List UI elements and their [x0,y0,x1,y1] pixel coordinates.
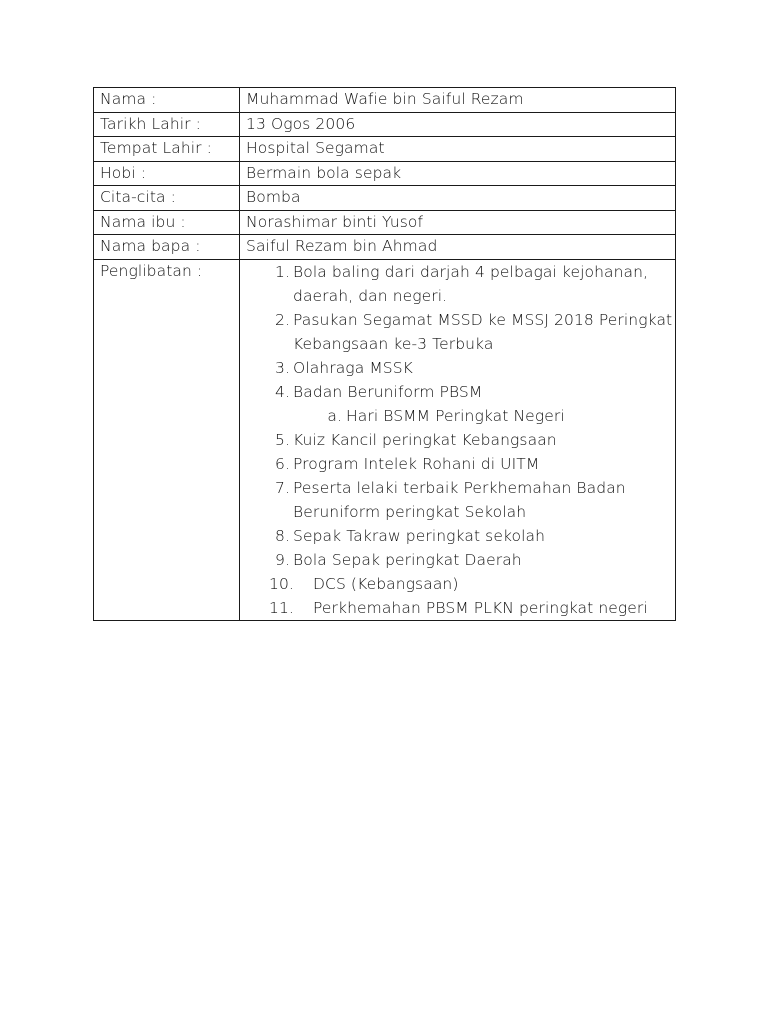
profile-table [93,87,676,621]
list-item-text: Bola Sepak peringkat Daerah [293,550,522,569]
table-row [94,88,676,113]
field-label-nama-ibu: Nama ibu : [94,210,240,235]
list-item [246,260,675,308]
field-value-tempat-lahir: Hospital Segamat [240,137,676,162]
list-item-text: Hari BSMM Peringkat Negeri [346,406,565,425]
field-value-hobi: Bermain bola sepak [240,161,676,186]
list-item [246,380,675,404]
list-item-number: 8. [275,526,290,545]
list-item [246,452,675,476]
list-item-text: Program Intelek Rohani di UITM [293,454,540,473]
involvement-list [246,260,675,620]
field-label-penglibatan: Penglibatan : [94,259,240,620]
field-label-hobi: Hobi : [94,161,240,186]
field-value-tarikh-lahir: 13 Ogos 2006 [240,112,676,137]
list-item-number: 3. [275,358,290,377]
list-item-text: Pasukan Segamat MSSD ke MSSJ 2018 Peringkat Kebangsaan ke-3 Terbuka [293,310,673,353]
list-item [246,428,675,452]
table-row [94,235,676,260]
list-item-number: 5. [275,430,290,449]
field-label-nama: Nama : [94,88,240,113]
list-item-number: 4. [275,382,290,401]
list-item-number: 6. [275,454,290,473]
list-item-text: Sepak Takraw peringkat sekolah [293,526,545,545]
list-item [246,476,675,524]
list-item-number: 1. [275,262,290,281]
list-item-text: DCS (Kebangsaan) [313,574,459,593]
table-row [94,186,676,211]
field-value-cita-cita: Bomba [240,186,676,211]
list-item [246,596,675,620]
list-item-number: 9. [275,550,290,569]
table-row [94,112,676,137]
list-item-number: 10. [269,574,294,593]
list-item [246,572,675,596]
list-subitem [246,404,675,428]
list-item-text: Bola baling dari darjah 4 pelbagai kejohanan, daerah, dan negeri. [293,262,649,305]
list-item-text: Peserta lelaki terbaik Perkhemahan Badan Beruniform peringkat Sekolah [293,478,626,521]
field-label-nama-bapa: Nama bapa : [94,235,240,260]
table-row [94,161,676,186]
field-value-nama-bapa: Saiful Rezam bin Ahmad [240,235,676,260]
list-item-number: 11. [269,598,294,617]
list-item [246,524,675,548]
list-item [246,548,675,572]
list-item-text: Badan Beruniform PBSM [293,382,483,401]
field-value-nama: Muhammad Wafie bin Saiful Rezam [240,88,676,113]
field-label-tempat-lahir: Tempat Lahir : [94,137,240,162]
table-row [94,137,676,162]
field-label-cita-cita: Cita-cita : [94,186,240,211]
list-item-number: a. [327,406,342,425]
list-item-text: Olahraga MSSK [293,358,413,377]
list-item [246,356,675,380]
list-item-number: 7. [275,478,290,497]
list-item-number: 2. [275,310,290,329]
table-row [94,259,676,620]
field-value-penglibatan [240,259,676,620]
table-row [94,210,676,235]
field-label-tarikh-lahir: Tarikh Lahir : [94,112,240,137]
list-item-text: Kuiz Kancil peringkat Kebangsaan [293,430,557,449]
list-item [246,308,675,356]
field-value-nama-ibu: Norashimar binti Yusof [240,210,676,235]
list-item-text: Perkhemahan PBSM PLKN peringkat negeri [313,598,648,617]
